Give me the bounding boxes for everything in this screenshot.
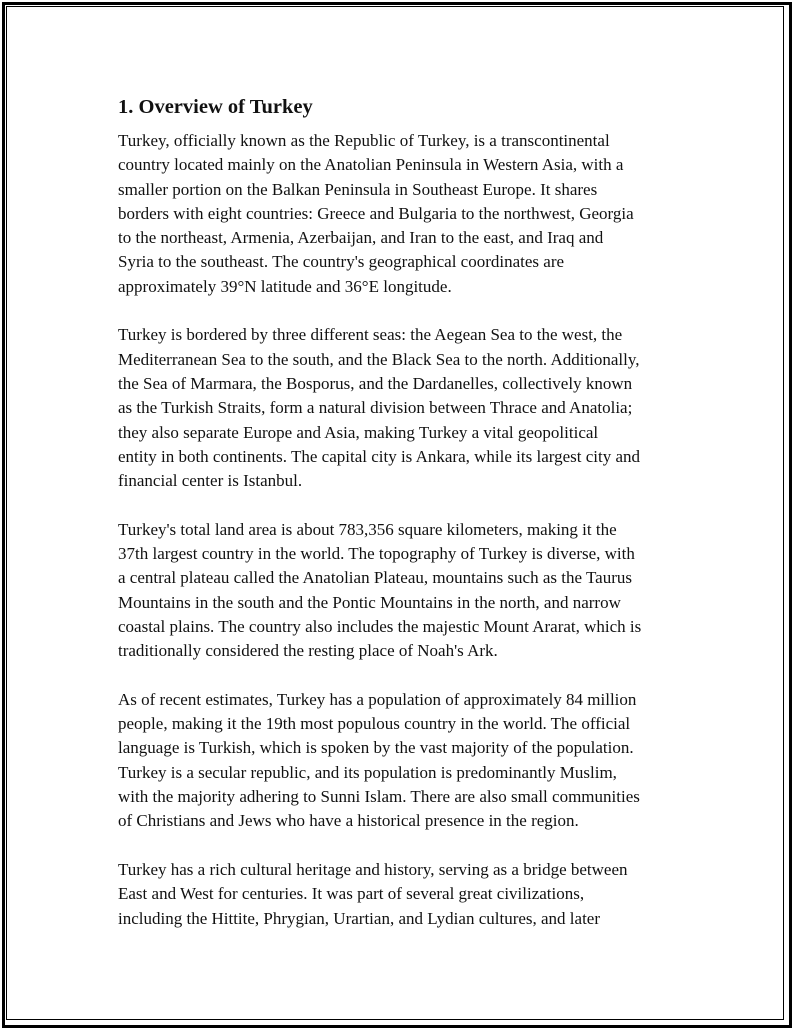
paragraph bbox=[118, 688, 688, 834]
paragraph-list bbox=[118, 129, 688, 931]
paragraph-line: people, making it the 19th most populous country in the world. The official bbox=[118, 714, 631, 734]
paragraph-line: Turkey has a rich cultural heritage and history, serving as a bridge between bbox=[118, 859, 628, 879]
paragraph-line: to the northeast, Armenia, Azerbaijan, and Iran to the east, and Iraq and bbox=[118, 228, 604, 248]
paragraph-line: 37th largest country in the world. The topography of Turkey is diverse, with bbox=[118, 544, 635, 564]
paragraph bbox=[118, 323, 688, 493]
section-heading: 1. Overview of Turkey bbox=[118, 96, 313, 118]
paragraph-line: Mountains in the south and the Pontic Mountains in the north, and narrow bbox=[118, 592, 621, 612]
paragraph-line: financial center is Istanbul. bbox=[118, 471, 303, 491]
paragraph-line: Syria to the southeast. The country's geographical coordinates are bbox=[118, 252, 565, 272]
paragraph-line: as the Turkish Straits, form a natural division between Thrace and Anatolia; bbox=[118, 398, 633, 418]
paragraph bbox=[118, 129, 688, 299]
paragraph-line: the Sea of Marmara, the Bosporus, and the Dardanelles, collectively known bbox=[118, 373, 633, 393]
paragraph bbox=[118, 518, 688, 664]
paragraph-line: borders with eight countries: Greece and Bulgaria to the northwest, Georgia bbox=[118, 203, 634, 223]
paragraph-line: of Christians and Jews who have a historical presence in the region. bbox=[118, 811, 579, 831]
paragraph-line: Mediterranean Sea to the south, and the Black Sea to the north. Additionally, bbox=[118, 349, 640, 369]
paragraph-line: Turkey's total land area is about 783,356 square kilometers, making it the bbox=[118, 519, 617, 539]
paragraph-line: As of recent estimates, Turkey has a population of approximately 84 million bbox=[118, 689, 637, 709]
paragraph-line: Turkey is bordered by three different seas: the Aegean Sea to the west, the bbox=[118, 325, 623, 345]
paragraph-line: including the Hittite, Phrygian, Urartian, and Lydian cultures, and later bbox=[118, 908, 601, 928]
paragraph-line: country located mainly on the Anatolian Peninsula in Western Asia, with a bbox=[118, 155, 624, 175]
paragraph-line: with the majority adhering to Sunni Islam. There are also small communities bbox=[118, 787, 640, 807]
paragraph-line: coastal plains. The country also includes the majestic Mount Ararat, which is bbox=[118, 616, 642, 636]
paragraph-line: approximately 39°N latitude and 36°E longitude. bbox=[118, 276, 452, 296]
paragraph-line: a central plateau called the Anatolian Plateau, mountains such as the Taurus bbox=[118, 568, 632, 588]
paragraph-line: entity in both continents. The capital city is Ankara, while its largest city and bbox=[118, 446, 641, 466]
paragraph bbox=[118, 858, 688, 931]
paragraph-line: Turkey, officially known as the Republic of Turkey, is a transcontinental bbox=[118, 131, 610, 150]
paragraph-line: they also separate Europe and Asia, making Turkey a vital geopolitical bbox=[118, 422, 599, 442]
document-body bbox=[118, 94, 688, 955]
paragraph-line: East and West for centuries. It was part of several great civilizations, bbox=[118, 884, 585, 904]
paragraph-line: smaller portion on the Balkan Peninsula in Southeast Europe. It shares bbox=[118, 179, 598, 199]
paragraph-line: language is Turkish, which is spoken by the vast majority of the population. bbox=[118, 738, 634, 758]
paragraph-line: Turkey is a secular republic, and its population is predominantly Muslim, bbox=[118, 762, 617, 782]
paragraph-line: traditionally considered the resting place of Noah's Ark. bbox=[118, 641, 498, 661]
